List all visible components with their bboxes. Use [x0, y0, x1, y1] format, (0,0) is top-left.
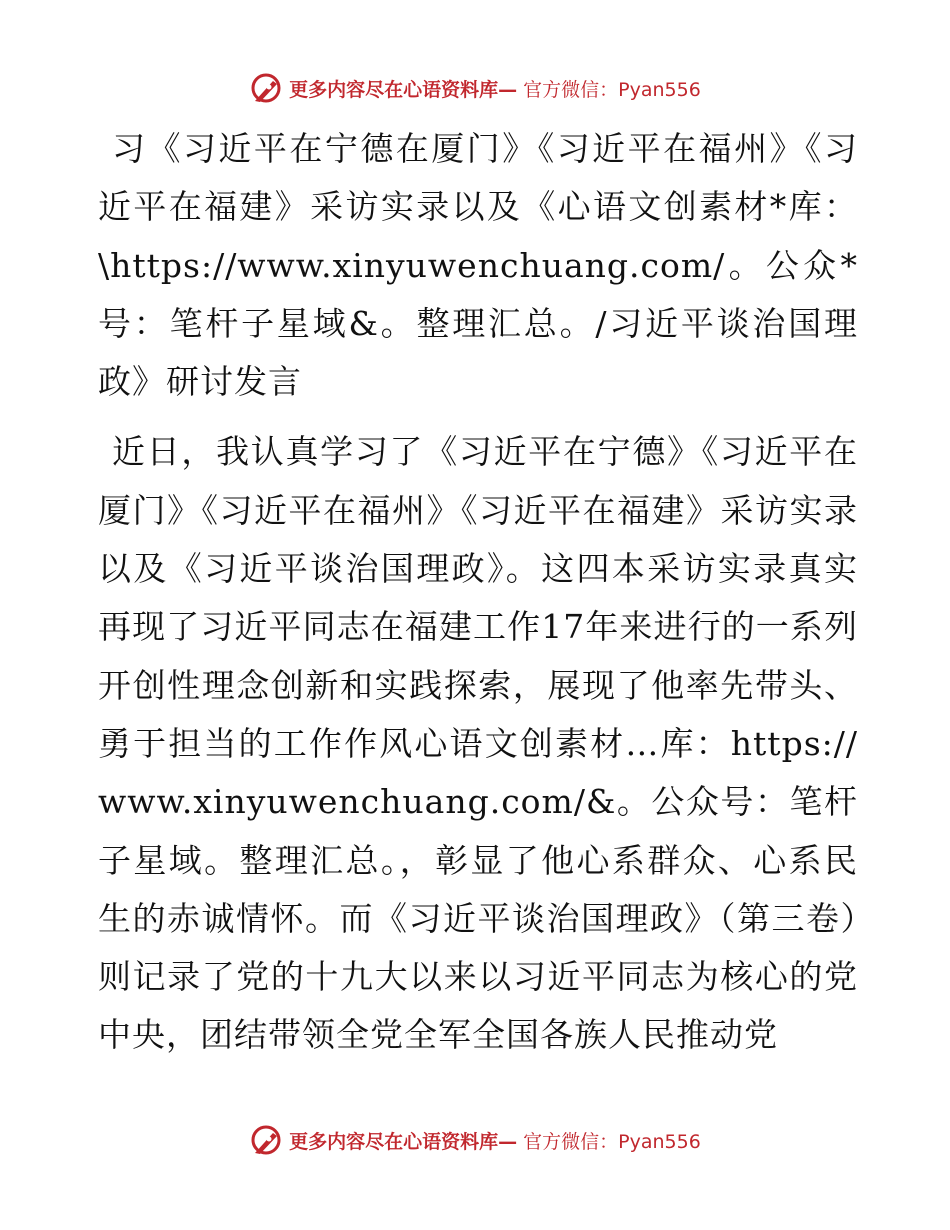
- header-banner: [0, 68, 950, 108]
- footer-banner-wechat: 官方微信：Pyan556: [523, 1130, 701, 1153]
- document-body: [98, 120, 858, 1065]
- header-banner-text: 更多内容尽在心语资料库—: [289, 78, 518, 101]
- footer-banner: [0, 1120, 950, 1160]
- body-paragraph: 近日，我认真学习了《习近平在宁德》《习近平在厦门》《习近平在福州》《习近平在福建》采访实录以及《习近平谈治国理政》。这四本采访实录真实再现了习近平同志在福建工作17年来进行的一系列开创性理念创新和实践探索，展现了他率先带头、勇于担当的工作作风心语文创素材…库：https://www.xinyuwenchuang.com/&。公众号：笔杆子星域。整理汇总。，彰显了他心系群众、心系民生的赤诚情怀。而《习近平谈治国理政》（第三卷）则记录了党的十九大以来以习近平同志为核心的党中央，团结带领全党全军全国各族人民推动党: [98, 432, 858, 1055]
- pen-logo-icon: [249, 71, 283, 105]
- header-banner-wechat: 官方微信：Pyan556: [523, 78, 701, 101]
- title-paragraph: 习《习近平在宁德在厦门》《习近平在福州》《习近平在福建》采访实录以及《心语文创素材*库：\https://www.xinyuwenchuang.com/。公众*号：笔杆子星域&。整理汇总。/习近平谈治国理政》研讨发言: [98, 129, 858, 402]
- footer-banner-text: 更多内容尽在心语资料库—: [289, 1130, 518, 1153]
- pen-logo-icon: [249, 1123, 283, 1157]
